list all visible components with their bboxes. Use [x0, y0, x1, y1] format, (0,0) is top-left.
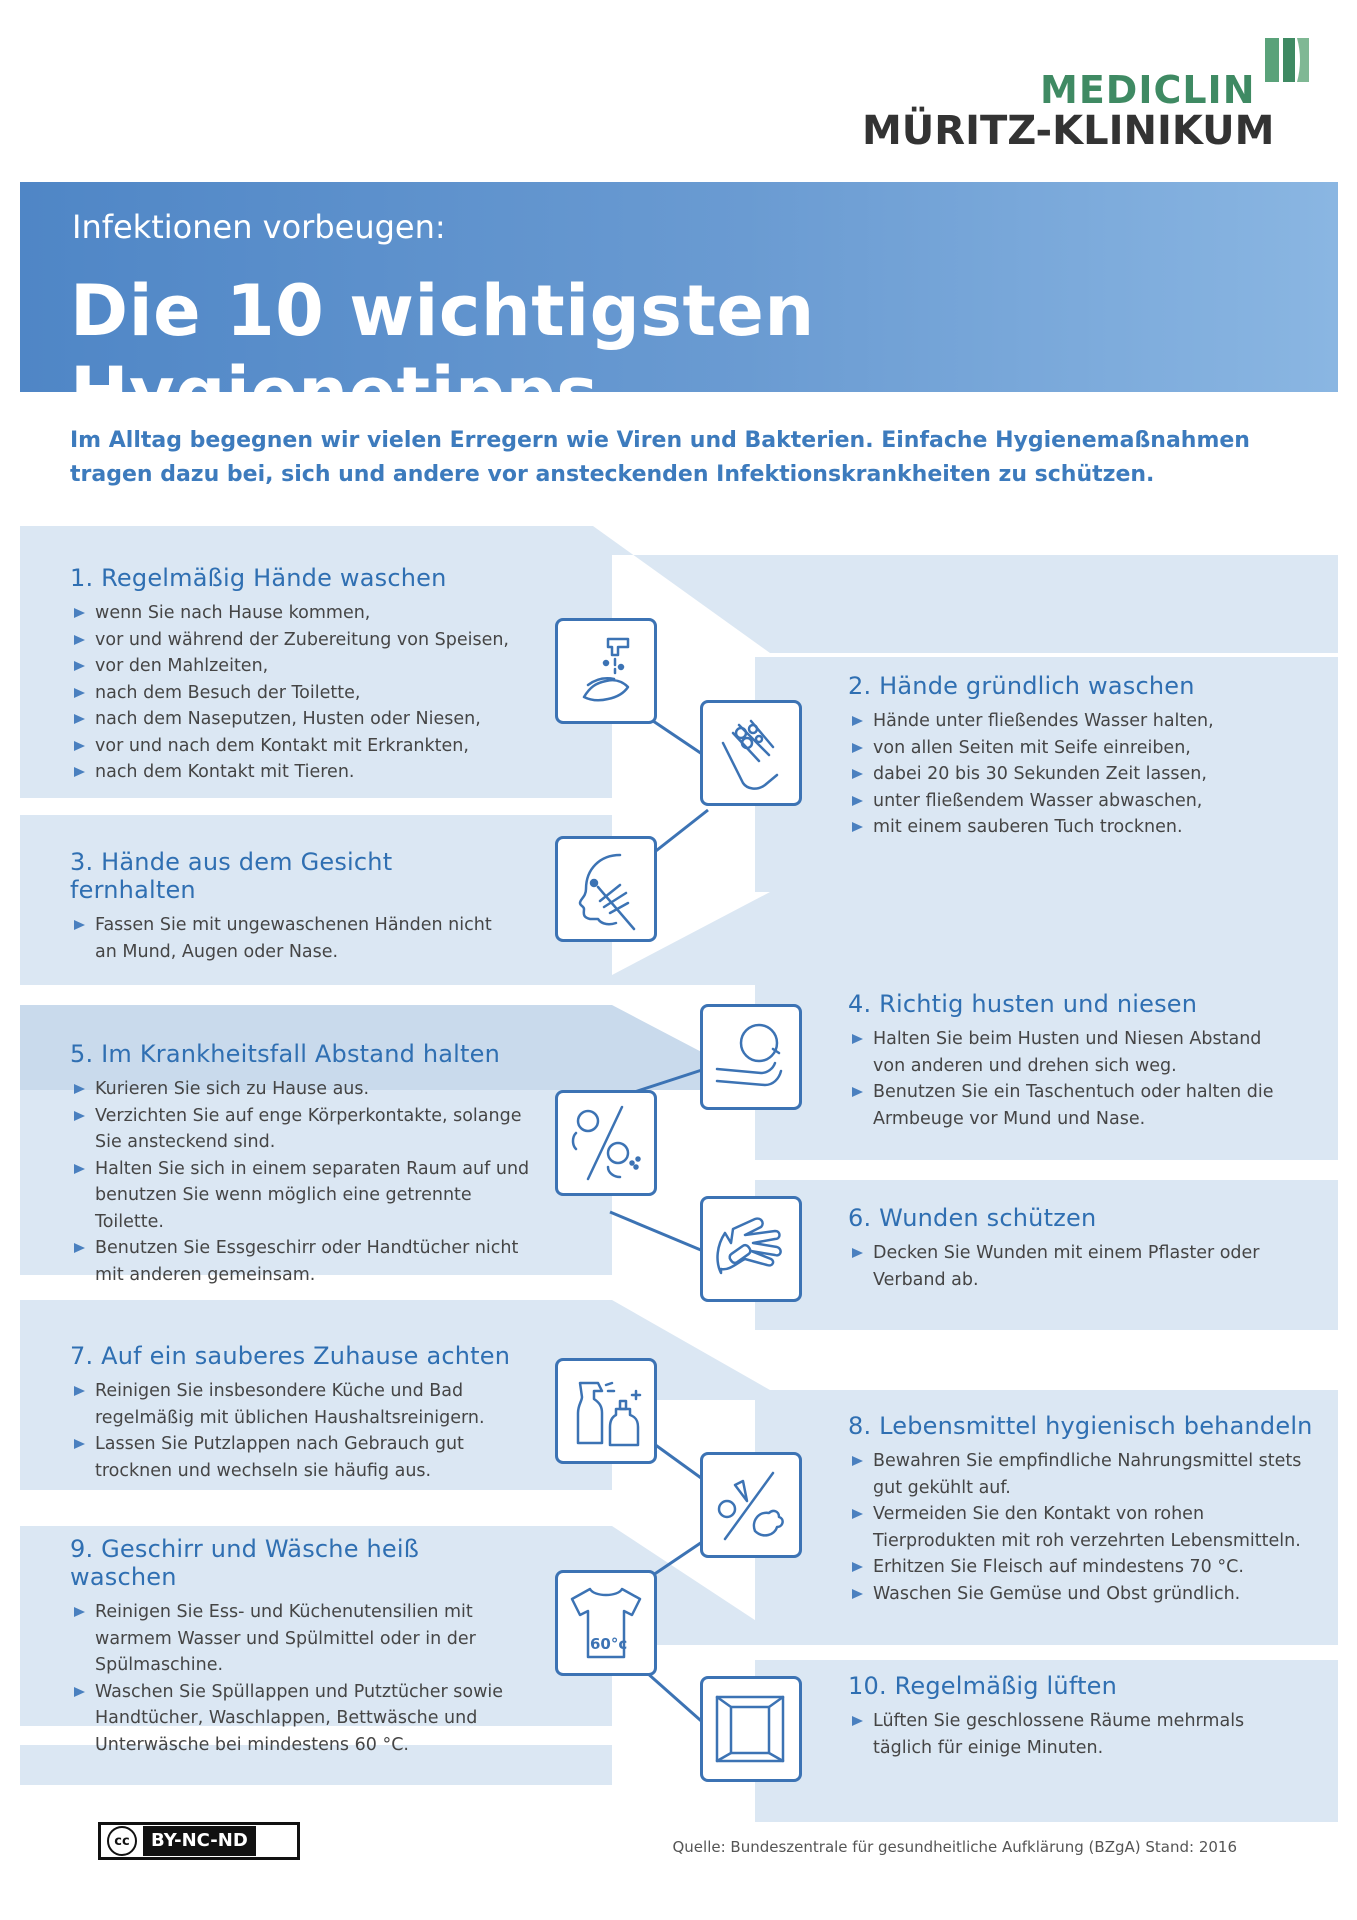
tip-9 — [70, 1535, 530, 1758]
list-item: Vermeiden Sie den Kontakt von rohen Tierprodukten mit roh verzehrten Lebensmitteln. — [848, 1501, 1318, 1554]
mediclin-logo-mark-icon — [1265, 38, 1313, 82]
logo-clinic: MÜRITZ-KLINIKUM — [862, 108, 1275, 154]
tip-list — [848, 1240, 1268, 1293]
cough-elbow-icon — [700, 1004, 802, 1110]
tip-title: 1. Regelmäßig Hände waschen — [70, 564, 447, 592]
list-item: wenn Sie nach Hause kommen, — [70, 600, 590, 627]
tip-1 — [70, 564, 590, 786]
intro-text: Im Alltag begegnen wir vielen Erregern wie Viren und Bakterien. Einfache Hygienemaßnahmen tragen dazu bei, sich und andere vor ansteckenden Infektionskrankheiten zu schützen. — [70, 428, 1250, 487]
list-item: Fassen Sie mit ungewaschenen Händen nicht an Mund, Augen oder Nase. — [70, 912, 510, 965]
tip-10 — [848, 1672, 1288, 1761]
tip-title: 9. Geschirr und Wäsche heiß waschen — [70, 1535, 420, 1591]
list-item: Verzichten Sie auf enge Körperkontakte, solange Sie ansteckend sind. — [70, 1103, 530, 1156]
list-item: Lassen Sie Putzlappen nach Gebrauch gut trocknen und wechseln sie häufig aus. — [70, 1431, 530, 1484]
tip-8 — [848, 1412, 1318, 1607]
food-separation-icon — [700, 1452, 802, 1558]
list-item: Reinigen Sie insbesondere Küche und Bad regelmäßig mit üblichen Haushaltsreinigern. — [70, 1378, 530, 1431]
list-item: Halten Sie sich in einem separaten Raum auf und benutzen Sie wenn möglich eine getrennte Toilette. — [70, 1156, 530, 1236]
list-item: Decken Sie Wunden mit einem Pflaster oder Verband ab. — [848, 1240, 1268, 1293]
shirt-temperature-label: 60°c — [590, 1635, 628, 1653]
tip-title: 4. Richtig husten und niesen — [848, 990, 1198, 1018]
source-note: Quelle: Bundeszentrale für gesundheitliche Aufklärung (BZgA) Stand: 2016 — [672, 1838, 1237, 1856]
list-item: nach dem Besuch der Toilette, — [70, 680, 590, 707]
list-item: Hände unter fließendes Wasser halten, — [848, 708, 1308, 735]
no-touch-face-icon — [555, 836, 657, 942]
tip-title: 6. Wunden schützen — [848, 1204, 1097, 1232]
tip-6 — [848, 1204, 1268, 1293]
list-item: mit einem sauberen Tuch trocknen. — [848, 814, 1308, 841]
list-item: Kurieren Sie sich zu Hause aus. — [70, 1076, 530, 1103]
tip-3 — [70, 848, 510, 965]
faucet-handwash-icon — [555, 618, 657, 724]
open-window-icon — [700, 1676, 802, 1782]
tip-title: 5. Im Krankheitsfall Abstand halten — [70, 1040, 501, 1068]
tip-list — [848, 1026, 1288, 1132]
list-item: von allen Seiten mit Seife einreiben, — [848, 735, 1308, 762]
bandage-hand-icon — [700, 1196, 802, 1302]
list-item: nach dem Naseputzen, Husten oder Niesen, — [70, 706, 590, 733]
list-item: Lüften Sie geschlossene Räume mehrmals täglich für einige Minuten. — [848, 1708, 1288, 1761]
list-item: vor den Mahlzeiten, — [70, 653, 590, 680]
list-item: unter fließendem Wasser abwaschen, — [848, 788, 1308, 815]
tip-4 — [848, 990, 1288, 1132]
list-item: Waschen Sie Gemüse und Obst gründlich. — [848, 1581, 1318, 1608]
tip-title: 7. Auf ein sauberes Zuhause achten — [70, 1342, 511, 1370]
tip-2 — [848, 672, 1308, 841]
banner-subtitle: Infektionen vorbeugen: — [72, 208, 446, 246]
list-item: nach dem Kontakt mit Tieren. — [70, 759, 590, 786]
tip-list — [848, 1448, 1318, 1607]
list-item: Erhitzen Sie Fleisch auf mindestens 70 °C. — [848, 1554, 1318, 1581]
logo-brand: MEDICLIN — [1040, 68, 1256, 112]
page-title: Die 10 wichtigsten Hygienetipps — [70, 270, 815, 434]
tip-list — [70, 600, 590, 786]
tip-list — [70, 1076, 530, 1288]
list-item: Halten Sie beim Husten und Niesen Abstand von anderen und drehen sich weg. — [848, 1026, 1288, 1079]
list-item: dabei 20 bis 30 Sekunden Zeit lassen, — [848, 761, 1308, 788]
tip-list — [70, 1378, 530, 1484]
tip-title: 2. Hände gründlich waschen — [848, 672, 1195, 700]
header-banner — [20, 182, 1338, 434]
list-item: Reinigen Sie Ess- und Küchenutensilien mit warmem Wasser und Spülmittel oder in der Spülmaschine. — [70, 1599, 530, 1679]
shirt-60-icon — [555, 1570, 657, 1676]
tip-list — [848, 1708, 1288, 1761]
cc-icon: cc — [107, 1826, 137, 1856]
soap-hands-icon — [700, 700, 802, 806]
tip-7 — [70, 1342, 530, 1484]
list-item: Benutzen Sie ein Taschentuch oder halten die Armbeuge vor Mund und Nase. — [848, 1079, 1288, 1132]
tip-list — [70, 1599, 530, 1758]
tip-title: 8. Lebensmittel hygienisch behandeln — [848, 1412, 1313, 1440]
tip-title: 10. Regelmäßig lüften — [848, 1672, 1118, 1700]
tip-list — [70, 912, 510, 965]
tip-title: 3. Hände aus dem Gesicht fernhalten — [70, 848, 393, 904]
list-item: vor und während der Zubereitung von Speisen, — [70, 627, 590, 654]
tip-5 — [70, 1040, 530, 1288]
license-badge — [98, 1822, 300, 1860]
list-item: vor und nach dem Kontakt mit Erkrankten, — [70, 733, 590, 760]
list-item: Benutzen Sie Essgeschirr oder Handtücher nicht mit anderen gemeinsam. — [70, 1235, 530, 1288]
license-text: BY-NC-ND — [143, 1826, 256, 1856]
keep-distance-icon — [555, 1090, 657, 1196]
list-item: Waschen Sie Spüllappen und Putztücher sowie Handtücher, Waschlappen, Bettwäsche und Unterwäsche bei mindestens 60 °C. — [70, 1679, 530, 1759]
list-item: Bewahren Sie empfindliche Nahrungsmittel stets gut gekühlt auf. — [848, 1448, 1318, 1501]
cleaning-spray-icon — [555, 1358, 657, 1464]
tip-list — [848, 708, 1308, 841]
